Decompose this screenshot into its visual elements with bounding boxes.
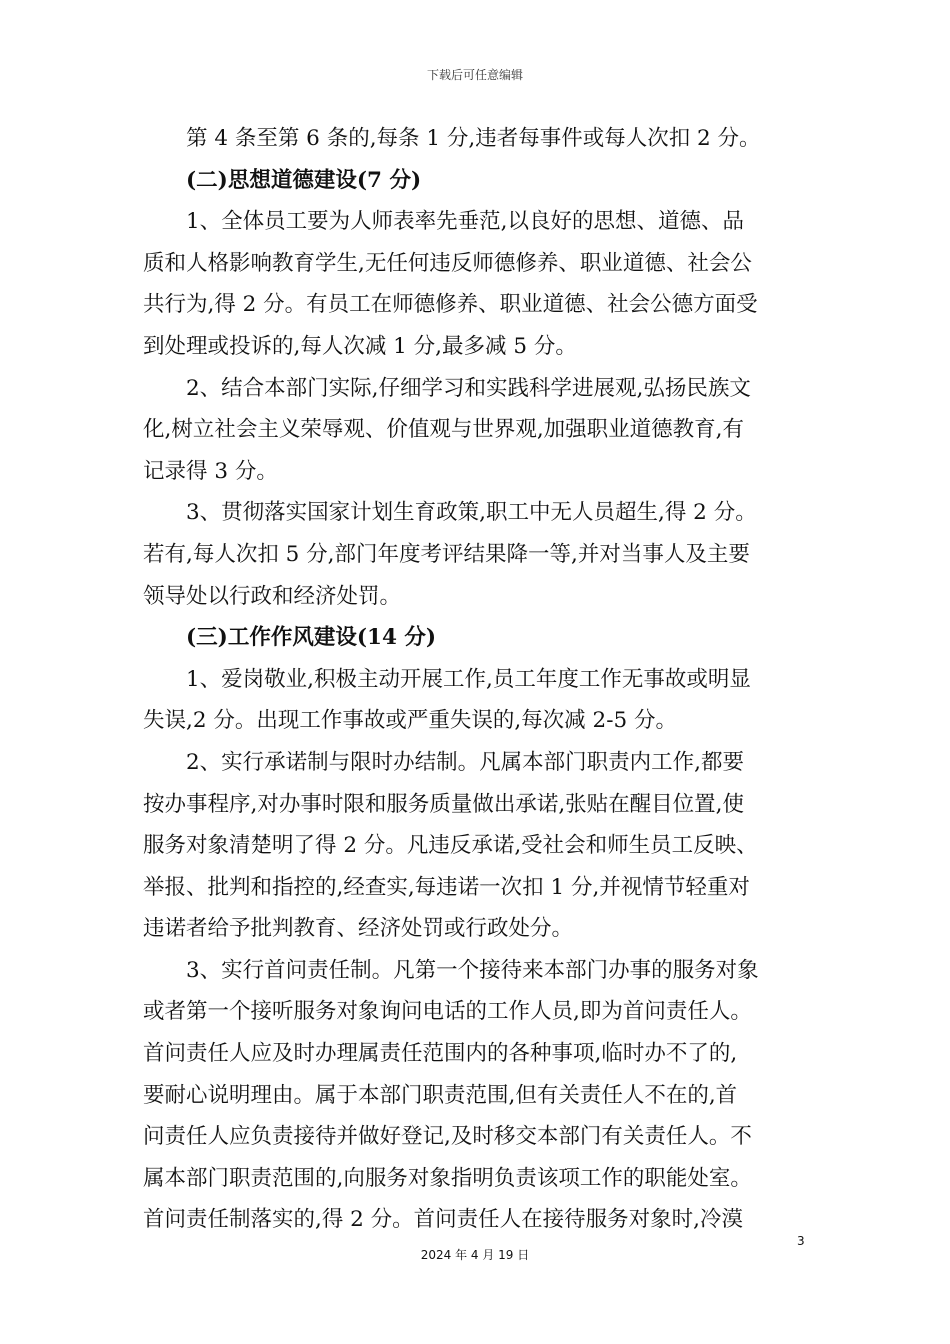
paragraph-line: 服务对象清楚明了得 2 分。凡违反承诺,受社会和师生员工反映、 — [143, 833, 758, 859]
paragraph-line: 举报、批判和指控的,经查实,每违诺一次扣 1 分,并视情节轻重对 — [143, 874, 750, 900]
paragraph-line: 要耐心说明理由。属于本部门职责范围,但有关责任人不在的,首 — [143, 1082, 738, 1108]
paragraph-line: 问责任人应负责接待并做好登记,及时移交本部门有关责任人。不 — [143, 1124, 752, 1150]
paragraph-line: 首问责任制落实的,得 2 分。首问责任人在接待服务对象时,冷漠 — [143, 1207, 744, 1233]
paragraph-line: 化,树立社会主义荣辱观、价值观与世界观,加强职业道德教育,有 — [143, 417, 745, 443]
paragraph-line: 到处理或投诉的,每人次减 1 分,最多减 5 分。 — [143, 333, 577, 359]
paragraph-line: 2、实行承诺制与限时办结制。凡属本部门职责内工作,都要 — [186, 749, 745, 775]
footer-date: 2024 年 4 月 19 日 — [420, 1248, 530, 1262]
paragraph-line: 首问责任人应及时办理属责任范围内的各种事项,临时办不了的, — [143, 1041, 738, 1067]
paragraph-line: 3、实行首问责任制。凡第一个接待来本部门办事的服务对象 — [186, 957, 759, 983]
paragraph-line: 3、贯彻落实国家计划生育政策,职工中无人员超生,得 2 分。 — [186, 500, 757, 526]
paragraph-line: 属本部门职责范围的,向服务对象指明负责该项工作的职能处室。 — [143, 1165, 752, 1191]
paragraph-line: 违诺者给予批判教育、经济处罚或行政处分。 — [143, 916, 574, 942]
paragraph-line: 记录得 3 分。 — [143, 458, 278, 484]
document-body — [143, 118, 809, 1241]
paragraph-line: 按办事程序,对办事时限和服务质量做出承诺,张贴在醒目位置,使 — [143, 791, 745, 817]
paragraph-line: 1、爱岗敬业,积极主动开展工作,员工年度工作无事故或明显 — [186, 666, 751, 692]
paragraph-line: 第 4 条至第 6 条的,每条 1 分,违者每事件或每人次扣 2 分。 — [186, 126, 761, 151]
paragraph-line: 共行为,得 2 分。有员工在师德修养、职业道德、社会公德方面受 — [143, 292, 758, 318]
paragraph-line: 或者第一个接听服务对象询问电话的工作人员,即为首问责任人。 — [143, 999, 752, 1025]
paragraph-line: 1、全体员工要为人师表率先垂范,以良好的思想、道德、品 — [186, 209, 745, 235]
paragraph-line: 2、结合本部门实际,仔细学习和实践科学进展观,弘扬民族文 — [186, 375, 751, 401]
paragraph-line: 领导处以行政和经济处罚。 — [143, 583, 402, 609]
page-number: 3 — [797, 1234, 805, 1248]
paragraph-line: 质和人格影响教育学生,无任何违反师德修养、职业道德、社会公 — [143, 250, 752, 276]
section-heading: (三)工作作风建设(14 分) — [186, 625, 437, 651]
paragraph-line: 若有,每人次扣 5 分,部门年度考评结果降一等,并对当事人及主要 — [143, 541, 750, 567]
section-heading: (二)思想道德建设(7 分) — [186, 167, 422, 193]
page-header: 下载后可任意编辑 — [426, 68, 523, 82]
paragraph-line: 失误,2 分。出现工作事故或严重失误的,每次减 2-5 分。 — [143, 708, 677, 734]
